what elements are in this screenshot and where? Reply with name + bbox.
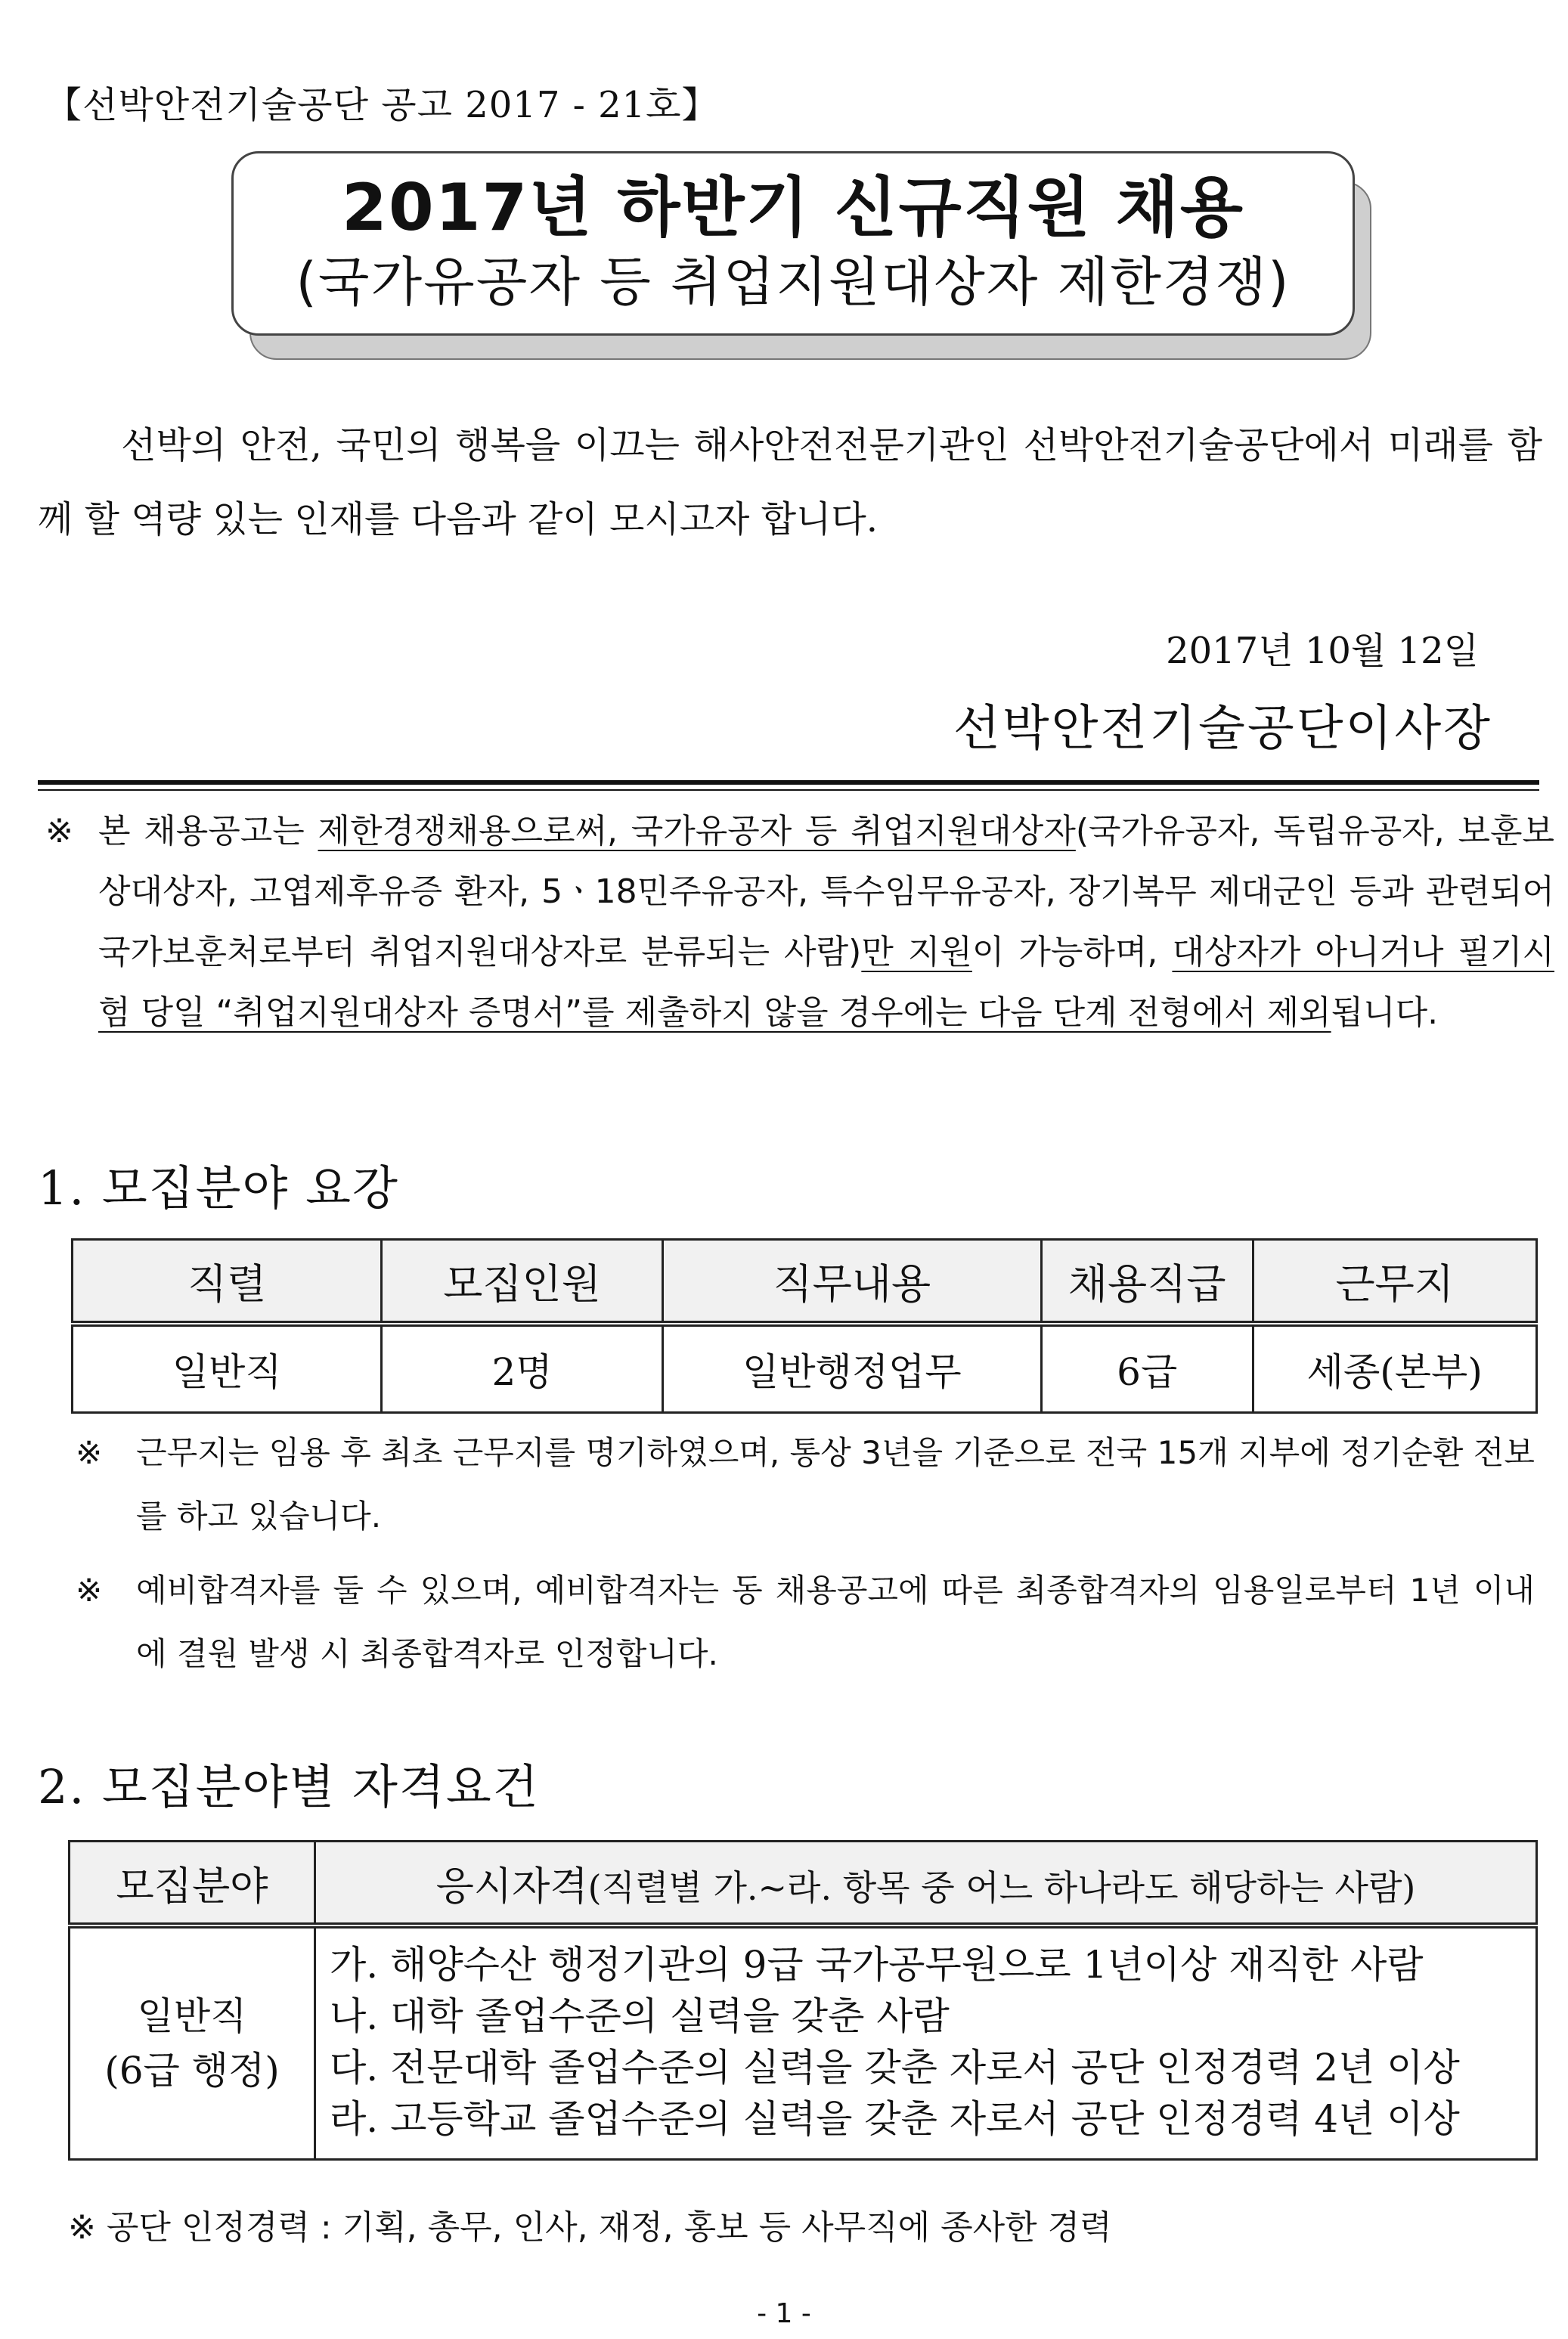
header-location: 근무지: [1253, 1240, 1536, 1324]
header-headcount: 모집인원: [382, 1240, 662, 1324]
requirement-item: 다. 전문대학 졸업수준의 실력을 갖춘 자로서 공단 인정경력 2년 이상: [330, 2046, 1460, 2090]
special-text-4: 됩니다.: [1331, 993, 1439, 1032]
note-reserve: [76, 1559, 1535, 1686]
cell-grade: 6급: [1041, 1324, 1253, 1413]
special-text-1: 본 채용공고는: [98, 812, 318, 850]
note-reserve-text: 예비합격자를 둘 수 있으며, 예비합격자는 동 채용공고에 따른 최종합격자의 임용일로부터 1년 이내에 결원 발생 시 최종합격자로 인정합니다.: [136, 1572, 1535, 1672]
reference-mark: ※: [76, 1434, 103, 1471]
table-header-row: [73, 1240, 1537, 1324]
intro-text: 선박의 안전, 국민의 행복을 이끄는 해사안전전문기관인 선박안전기술공단에서 미래를 함께 할 역량 있는 인재를 다음과 같이 모시고자 합니다.: [38, 424, 1542, 541]
special-underline-3: 대상자가 아니거나 필기시험 당일 “취업지원대상자 증명서”를 제출하지 않을 경우에는 다음 단계 전형에서 제외: [98, 933, 1555, 1032]
note-workplace: [76, 1421, 1535, 1548]
requirement-item: 라. 고등학교 졸업수준의 실력을 갖춘 자로서 공단 인정경력 4년 이상: [330, 2097, 1460, 2141]
table-row: [73, 1324, 1537, 1413]
table-row: [70, 1925, 1537, 2160]
signer: 선박안전기술공단이사장: [953, 701, 1492, 757]
section-2-heading: 2. 모집분야별 자격요건: [38, 1759, 540, 1814]
note-workplace-text: 근무지는 임용 후 최초 근무지를 명기하였으며, 통상 3년을 기준으로 전국 15개 지부에 정기순환 전보를 하고 있습니다.: [136, 1434, 1535, 1535]
notice-number: 【선박안전기술공단 공고 2017 - 21호】: [45, 84, 719, 126]
header-qualification: [315, 1842, 1537, 1926]
special-notice: [45, 801, 1554, 1043]
category-line-2: (6급 행정): [104, 2049, 280, 2093]
special-text-3: 이 가능하며,: [971, 933, 1173, 971]
cell-headcount: 2명: [382, 1324, 662, 1413]
reference-mark: ※: [45, 812, 73, 850]
cell-job-series: 일반직: [73, 1324, 382, 1413]
cell-requirements: [315, 1925, 1537, 2160]
table-header-row: [70, 1842, 1537, 1926]
header-field: 모집분야: [70, 1842, 315, 1926]
divider-thick: [38, 780, 1539, 785]
qualification-table: [68, 1840, 1538, 2161]
intro-paragraph: [38, 408, 1542, 556]
page-number: - 1 -: [757, 2298, 811, 2329]
header-duties: 직무내용: [662, 1240, 1041, 1324]
notice-date: 2017년 10월 12일: [1166, 630, 1479, 672]
requirement-item: 가. 해양수산 행정기관의 9급 국가공무원으로 1년이상 재직한 사람: [330, 1943, 1424, 1987]
section-1-heading: 1. 모집분야 요강: [38, 1160, 399, 1216]
reference-mark: ※: [76, 1572, 103, 1609]
category-line-1: 일반직: [137, 1994, 247, 2038]
requirement-item: 나. 대학 졸업수준의 실력을 갖춘 사람: [330, 1994, 950, 2038]
header-grade: 채용직급: [1041, 1240, 1253, 1324]
header-qualification-main: 응시자격: [435, 1863, 588, 1910]
recruitment-table: [71, 1238, 1538, 1414]
special-underline-1: 제한경쟁채용으로써, 국가유공자 등 취업지원대상자: [318, 812, 1076, 850]
cell-location: 세종(본부): [1253, 1324, 1536, 1413]
cell-duties: 일반행정업무: [662, 1324, 1041, 1413]
cell-category: [70, 1925, 315, 2160]
header-job-series: 직렬: [73, 1240, 382, 1324]
special-underline-2: 만 지원: [861, 933, 972, 971]
title-line-1: 2017년 하반기 신규직원 채용: [342, 170, 1244, 246]
header-qualification-sub: (직렬별 가.~라. 항목 중 어느 하나라도 해당하는 사람): [587, 1867, 1416, 1908]
special-text-2: (국가유공자, 독립유공자, 보훈보상대상자, 고엽제후유증 환자, 5ㆍ18민주유공자, 특수임무유공자, 장기복무 제대군인 등과 관련되어 국가보훈처로부터 취업지원대상자로 분류되는 사람): [98, 812, 1555, 971]
title-box: [231, 151, 1355, 336]
divider-thin: [38, 789, 1539, 791]
title-line-2: (국가유공자 등 취업지원대상자 제한경쟁): [296, 251, 1291, 313]
career-footnote: ※ 공단 인정경력 : 기획, 총무, 인사, 재정, 홍보 등 사무직에 종사한 경력: [68, 2208, 1112, 2247]
